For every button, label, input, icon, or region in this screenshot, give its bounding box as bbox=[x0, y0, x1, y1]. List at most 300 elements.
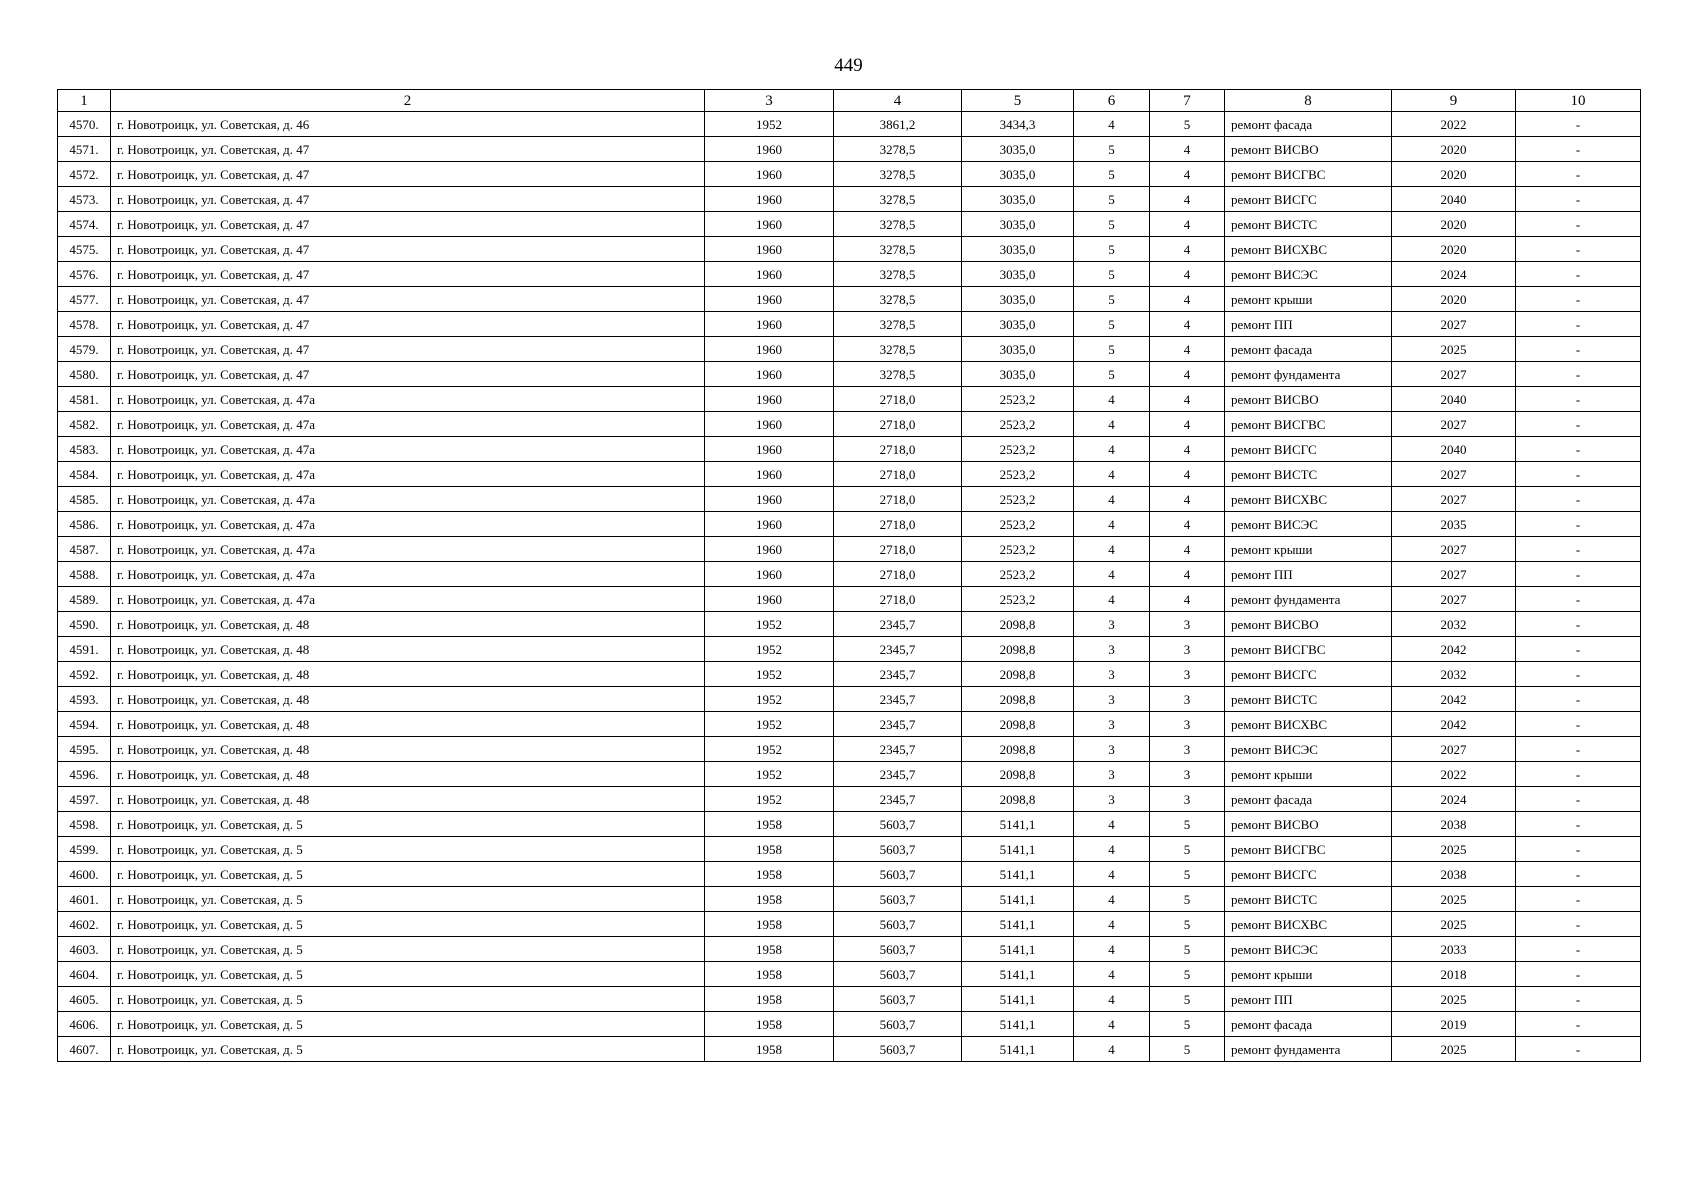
total-area-cell: 2718,0 bbox=[834, 512, 962, 537]
total-area-cell: 5603,7 bbox=[834, 862, 962, 887]
note-cell: - bbox=[1516, 337, 1641, 362]
table-row bbox=[58, 437, 1641, 462]
column-header: 2 bbox=[111, 90, 705, 112]
address-cell: г. Новотроицк, ул. Советская, д. 47 bbox=[111, 262, 705, 287]
column-header: 9 bbox=[1392, 90, 1516, 112]
total-area-cell: 2718,0 bbox=[834, 562, 962, 587]
entrances-cell: 4 bbox=[1150, 387, 1225, 412]
total-area-cell: 2718,0 bbox=[834, 412, 962, 437]
row-number-cell: 4579. bbox=[58, 337, 111, 362]
address-cell: г. Новотроицк, ул. Советская, д. 47 bbox=[111, 237, 705, 262]
row-number-cell: 4592. bbox=[58, 662, 111, 687]
living-area-cell: 5141,1 bbox=[962, 987, 1074, 1012]
living-area-cell: 2523,2 bbox=[962, 462, 1074, 487]
entrances-cell: 4 bbox=[1150, 187, 1225, 212]
total-area-cell: 5603,7 bbox=[834, 837, 962, 862]
planned-year-cell: 2018 bbox=[1392, 962, 1516, 987]
living-area-cell: 5141,1 bbox=[962, 937, 1074, 962]
living-area-cell: 2523,2 bbox=[962, 487, 1074, 512]
entrances-cell: 4 bbox=[1150, 462, 1225, 487]
table-row bbox=[58, 1012, 1641, 1037]
planned-year-cell: 2032 bbox=[1392, 612, 1516, 637]
total-area-cell: 2345,7 bbox=[834, 662, 962, 687]
total-area-cell: 3278,5 bbox=[834, 162, 962, 187]
planned-year-cell: 2042 bbox=[1392, 637, 1516, 662]
entrances-cell: 3 bbox=[1150, 737, 1225, 762]
row-number-cell: 4602. bbox=[58, 912, 111, 937]
year-built-cell: 1960 bbox=[705, 162, 834, 187]
note-cell: - bbox=[1516, 1037, 1641, 1062]
work-type-cell: ремонт ПП bbox=[1225, 562, 1392, 587]
note-cell: - bbox=[1516, 612, 1641, 637]
year-built-cell: 1960 bbox=[705, 312, 834, 337]
registry-table bbox=[57, 89, 1641, 1062]
entrances-cell: 4 bbox=[1150, 162, 1225, 187]
table-row bbox=[58, 687, 1641, 712]
note-cell: - bbox=[1516, 187, 1641, 212]
work-type-cell: ремонт ПП bbox=[1225, 312, 1392, 337]
planned-year-cell: 2038 bbox=[1392, 812, 1516, 837]
note-cell: - bbox=[1516, 587, 1641, 612]
living-area-cell: 2098,8 bbox=[962, 712, 1074, 737]
living-area-cell: 3035,0 bbox=[962, 137, 1074, 162]
work-type-cell: ремонт ВИСЭС bbox=[1225, 512, 1392, 537]
note-cell: - bbox=[1516, 837, 1641, 862]
column-header: 4 bbox=[834, 90, 962, 112]
entrances-cell: 4 bbox=[1150, 412, 1225, 437]
row-number-cell: 4599. bbox=[58, 837, 111, 862]
total-area-cell: 3278,5 bbox=[834, 312, 962, 337]
planned-year-cell: 2020 bbox=[1392, 287, 1516, 312]
note-cell: - bbox=[1516, 937, 1641, 962]
planned-year-cell: 2033 bbox=[1392, 937, 1516, 962]
row-number-cell: 4606. bbox=[58, 1012, 111, 1037]
note-cell: - bbox=[1516, 237, 1641, 262]
living-area-cell: 5141,1 bbox=[962, 887, 1074, 912]
work-type-cell: ремонт ВИСВО bbox=[1225, 137, 1392, 162]
year-built-cell: 1960 bbox=[705, 237, 834, 262]
column-header: 8 bbox=[1225, 90, 1392, 112]
note-cell: - bbox=[1516, 287, 1641, 312]
column-header: 1 bbox=[58, 90, 111, 112]
row-number-cell: 4588. bbox=[58, 562, 111, 587]
table-row bbox=[58, 312, 1641, 337]
entrances-cell: 4 bbox=[1150, 262, 1225, 287]
work-type-cell: ремонт ВИСВО bbox=[1225, 612, 1392, 637]
row-number-cell: 4574. bbox=[58, 212, 111, 237]
entrances-cell: 4 bbox=[1150, 212, 1225, 237]
table-row bbox=[58, 662, 1641, 687]
floors-cell: 4 bbox=[1074, 412, 1150, 437]
work-type-cell: ремонт крыши bbox=[1225, 537, 1392, 562]
planned-year-cell: 2025 bbox=[1392, 837, 1516, 862]
entrances-cell: 3 bbox=[1150, 637, 1225, 662]
year-built-cell: 1958 bbox=[705, 1037, 834, 1062]
work-type-cell: ремонт крыши bbox=[1225, 762, 1392, 787]
year-built-cell: 1960 bbox=[705, 512, 834, 537]
floors-cell: 4 bbox=[1074, 812, 1150, 837]
address-cell: г. Новотроицк, ул. Советская, д. 5 bbox=[111, 962, 705, 987]
work-type-cell: ремонт ВИСХВС bbox=[1225, 712, 1392, 737]
year-built-cell: 1958 bbox=[705, 987, 834, 1012]
work-type-cell: ремонт ПП bbox=[1225, 987, 1392, 1012]
year-built-cell: 1958 bbox=[705, 812, 834, 837]
year-built-cell: 1952 bbox=[705, 612, 834, 637]
year-built-cell: 1960 bbox=[705, 387, 834, 412]
total-area-cell: 2718,0 bbox=[834, 387, 962, 412]
column-header: 3 bbox=[705, 90, 834, 112]
living-area-cell: 3035,0 bbox=[962, 362, 1074, 387]
living-area-cell: 2098,8 bbox=[962, 662, 1074, 687]
entrances-cell: 5 bbox=[1150, 987, 1225, 1012]
table-row bbox=[58, 937, 1641, 962]
year-built-cell: 1952 bbox=[705, 737, 834, 762]
note-cell: - bbox=[1516, 387, 1641, 412]
planned-year-cell: 2025 bbox=[1392, 337, 1516, 362]
floors-cell: 4 bbox=[1074, 937, 1150, 962]
table-row bbox=[58, 112, 1641, 137]
address-cell: г. Новотроицк, ул. Советская, д. 47 bbox=[111, 362, 705, 387]
note-cell: - bbox=[1516, 412, 1641, 437]
work-type-cell: ремонт крыши bbox=[1225, 287, 1392, 312]
work-type-cell: ремонт ВИСВО bbox=[1225, 812, 1392, 837]
total-area-cell: 3278,5 bbox=[834, 337, 962, 362]
total-area-cell: 5603,7 bbox=[834, 962, 962, 987]
year-built-cell: 1958 bbox=[705, 937, 834, 962]
work-type-cell: ремонт ВИСТС bbox=[1225, 687, 1392, 712]
floors-cell: 5 bbox=[1074, 162, 1150, 187]
note-cell: - bbox=[1516, 687, 1641, 712]
table-row bbox=[58, 1037, 1641, 1062]
floors-cell: 4 bbox=[1074, 537, 1150, 562]
column-header: 6 bbox=[1074, 90, 1150, 112]
living-area-cell: 3035,0 bbox=[962, 187, 1074, 212]
page-number: 449 bbox=[834, 55, 863, 76]
row-number-cell: 4577. bbox=[58, 287, 111, 312]
address-cell: г. Новотроицк, ул. Советская, д. 48 bbox=[111, 687, 705, 712]
entrances-cell: 4 bbox=[1150, 437, 1225, 462]
planned-year-cell: 2032 bbox=[1392, 662, 1516, 687]
total-area-cell: 3278,5 bbox=[834, 237, 962, 262]
planned-year-cell: 2027 bbox=[1392, 362, 1516, 387]
table-row bbox=[58, 862, 1641, 887]
entrances-cell: 3 bbox=[1150, 662, 1225, 687]
row-number-cell: 4584. bbox=[58, 462, 111, 487]
row-number-cell: 4585. bbox=[58, 487, 111, 512]
floors-cell: 3 bbox=[1074, 637, 1150, 662]
table-row bbox=[58, 562, 1641, 587]
address-cell: г. Новотроицк, ул. Советская, д. 48 bbox=[111, 637, 705, 662]
row-number-cell: 4591. bbox=[58, 637, 111, 662]
table-row bbox=[58, 187, 1641, 212]
address-cell: г. Новотроицк, ул. Советская, д. 5 bbox=[111, 812, 705, 837]
living-area-cell: 3035,0 bbox=[962, 337, 1074, 362]
table-row bbox=[58, 712, 1641, 737]
planned-year-cell: 2024 bbox=[1392, 787, 1516, 812]
floors-cell: 4 bbox=[1074, 962, 1150, 987]
row-number-cell: 4601. bbox=[58, 887, 111, 912]
planned-year-cell: 2027 bbox=[1392, 412, 1516, 437]
entrances-cell: 4 bbox=[1150, 137, 1225, 162]
year-built-cell: 1960 bbox=[705, 437, 834, 462]
entrances-cell: 4 bbox=[1150, 287, 1225, 312]
entrances-cell: 5 bbox=[1150, 112, 1225, 137]
row-number-cell: 4587. bbox=[58, 537, 111, 562]
note-cell: - bbox=[1516, 437, 1641, 462]
table-row bbox=[58, 637, 1641, 662]
entrances-cell: 5 bbox=[1150, 1037, 1225, 1062]
work-type-cell: ремонт ВИСХВС bbox=[1225, 487, 1392, 512]
floors-cell: 4 bbox=[1074, 437, 1150, 462]
entrances-cell: 4 bbox=[1150, 487, 1225, 512]
planned-year-cell: 2025 bbox=[1392, 912, 1516, 937]
year-built-cell: 1960 bbox=[705, 462, 834, 487]
floors-cell: 4 bbox=[1074, 487, 1150, 512]
living-area-cell: 2523,2 bbox=[962, 512, 1074, 537]
address-cell: г. Новотроицк, ул. Советская, д. 5 bbox=[111, 862, 705, 887]
planned-year-cell: 2027 bbox=[1392, 737, 1516, 762]
column-header: 10 bbox=[1516, 90, 1641, 112]
row-number-cell: 4575. bbox=[58, 237, 111, 262]
floors-cell: 3 bbox=[1074, 737, 1150, 762]
living-area-cell: 2098,8 bbox=[962, 762, 1074, 787]
work-type-cell: ремонт ВИСГВС bbox=[1225, 412, 1392, 437]
row-number-cell: 4578. bbox=[58, 312, 111, 337]
note-cell: - bbox=[1516, 512, 1641, 537]
total-area-cell: 2718,0 bbox=[834, 437, 962, 462]
planned-year-cell: 2022 bbox=[1392, 112, 1516, 137]
note-cell: - bbox=[1516, 787, 1641, 812]
year-built-cell: 1958 bbox=[705, 912, 834, 937]
note-cell: - bbox=[1516, 987, 1641, 1012]
note-cell: - bbox=[1516, 562, 1641, 587]
row-number-cell: 4607. bbox=[58, 1037, 111, 1062]
living-area-cell: 5141,1 bbox=[962, 862, 1074, 887]
total-area-cell: 2718,0 bbox=[834, 537, 962, 562]
table-row bbox=[58, 462, 1641, 487]
year-built-cell: 1952 bbox=[705, 637, 834, 662]
floors-cell: 4 bbox=[1074, 112, 1150, 137]
entrances-cell: 3 bbox=[1150, 712, 1225, 737]
address-cell: г. Новотроицк, ул. Советская, д. 5 bbox=[111, 837, 705, 862]
work-type-cell: ремонт крыши bbox=[1225, 962, 1392, 987]
address-cell: г. Новотроицк, ул. Советская, д. 47 bbox=[111, 337, 705, 362]
note-cell: - bbox=[1516, 887, 1641, 912]
address-cell: г. Новотроицк, ул. Советская, д. 5 bbox=[111, 937, 705, 962]
row-number-cell: 4595. bbox=[58, 737, 111, 762]
total-area-cell: 2345,7 bbox=[834, 737, 962, 762]
total-area-cell: 3278,5 bbox=[834, 137, 962, 162]
address-cell: г. Новотроицк, ул. Советская, д. 47 bbox=[111, 137, 705, 162]
floors-cell: 3 bbox=[1074, 662, 1150, 687]
total-area-cell: 5603,7 bbox=[834, 937, 962, 962]
work-type-cell: ремонт ВИСЭС bbox=[1225, 262, 1392, 287]
table-row bbox=[58, 487, 1641, 512]
note-cell: - bbox=[1516, 137, 1641, 162]
floors-cell: 4 bbox=[1074, 987, 1150, 1012]
work-type-cell: ремонт фасада bbox=[1225, 112, 1392, 137]
work-type-cell: ремонт фасада bbox=[1225, 337, 1392, 362]
table-row bbox=[58, 587, 1641, 612]
entrances-cell: 3 bbox=[1150, 612, 1225, 637]
floors-cell: 5 bbox=[1074, 187, 1150, 212]
living-area-cell: 5141,1 bbox=[962, 812, 1074, 837]
planned-year-cell: 2040 bbox=[1392, 187, 1516, 212]
row-number-cell: 4590. bbox=[58, 612, 111, 637]
total-area-cell: 2345,7 bbox=[834, 762, 962, 787]
year-built-cell: 1958 bbox=[705, 962, 834, 987]
year-built-cell: 1958 bbox=[705, 862, 834, 887]
column-header: 7 bbox=[1150, 90, 1225, 112]
year-built-cell: 1952 bbox=[705, 662, 834, 687]
planned-year-cell: 2020 bbox=[1392, 137, 1516, 162]
work-type-cell: ремонт фундамента bbox=[1225, 1037, 1392, 1062]
entrances-cell: 3 bbox=[1150, 762, 1225, 787]
row-number-cell: 4581. bbox=[58, 387, 111, 412]
table-row bbox=[58, 262, 1641, 287]
address-cell: г. Новотроицк, ул. Советская, д. 5 bbox=[111, 987, 705, 1012]
address-cell: г. Новотроицк, ул. Советская, д. 47 bbox=[111, 212, 705, 237]
address-cell: г. Новотроицк, ул. Советская, д. 47 bbox=[111, 187, 705, 212]
note-cell: - bbox=[1516, 862, 1641, 887]
address-cell: г. Новотроицк, ул. Советская, д. 47а bbox=[111, 387, 705, 412]
year-built-cell: 1960 bbox=[705, 137, 834, 162]
address-cell: г. Новотроицк, ул. Советская, д. 47 bbox=[111, 287, 705, 312]
year-built-cell: 1960 bbox=[705, 537, 834, 562]
note-cell: - bbox=[1516, 537, 1641, 562]
floors-cell: 5 bbox=[1074, 287, 1150, 312]
living-area-cell: 3035,0 bbox=[962, 262, 1074, 287]
living-area-cell: 5141,1 bbox=[962, 1037, 1074, 1062]
floors-cell: 4 bbox=[1074, 562, 1150, 587]
table-row bbox=[58, 887, 1641, 912]
total-area-cell: 3278,5 bbox=[834, 362, 962, 387]
living-area-cell: 2098,8 bbox=[962, 787, 1074, 812]
floors-cell: 3 bbox=[1074, 687, 1150, 712]
floors-cell: 4 bbox=[1074, 1012, 1150, 1037]
floors-cell: 5 bbox=[1074, 362, 1150, 387]
header-row bbox=[58, 90, 1641, 112]
year-built-cell: 1952 bbox=[705, 112, 834, 137]
work-type-cell: ремонт ВИСХВС bbox=[1225, 912, 1392, 937]
address-cell: г. Новотроицк, ул. Советская, д. 47а bbox=[111, 512, 705, 537]
planned-year-cell: 2020 bbox=[1392, 237, 1516, 262]
floors-cell: 4 bbox=[1074, 462, 1150, 487]
year-built-cell: 1960 bbox=[705, 487, 834, 512]
address-cell: г. Новотроицк, ул. Советская, д. 48 bbox=[111, 712, 705, 737]
floors-cell: 5 bbox=[1074, 212, 1150, 237]
address-cell: г. Новотроицк, ул. Советская, д. 5 bbox=[111, 912, 705, 937]
work-type-cell: ремонт ВИСЭС bbox=[1225, 737, 1392, 762]
living-area-cell: 2098,8 bbox=[962, 612, 1074, 637]
row-number-cell: 4600. bbox=[58, 862, 111, 887]
year-built-cell: 1960 bbox=[705, 362, 834, 387]
address-cell: г. Новотроицк, ул. Советская, д. 47а bbox=[111, 537, 705, 562]
floors-cell: 4 bbox=[1074, 837, 1150, 862]
planned-year-cell: 2025 bbox=[1392, 987, 1516, 1012]
living-area-cell: 5141,1 bbox=[962, 837, 1074, 862]
living-area-cell: 3035,0 bbox=[962, 162, 1074, 187]
living-area-cell: 3035,0 bbox=[962, 312, 1074, 337]
work-type-cell: ремонт ВИСХВС bbox=[1225, 237, 1392, 262]
table-row bbox=[58, 612, 1641, 637]
note-cell: - bbox=[1516, 362, 1641, 387]
floors-cell: 4 bbox=[1074, 512, 1150, 537]
floors-cell: 4 bbox=[1074, 387, 1150, 412]
row-number-cell: 4594. bbox=[58, 712, 111, 737]
address-cell: г. Новотроицк, ул. Советская, д. 48 bbox=[111, 612, 705, 637]
row-number-cell: 4593. bbox=[58, 687, 111, 712]
work-type-cell: ремонт ВИСВО bbox=[1225, 387, 1392, 412]
living-area-cell: 3035,0 bbox=[962, 237, 1074, 262]
year-built-cell: 1960 bbox=[705, 287, 834, 312]
row-number-cell: 4582. bbox=[58, 412, 111, 437]
total-area-cell: 3278,5 bbox=[834, 287, 962, 312]
living-area-cell: 5141,1 bbox=[962, 1012, 1074, 1037]
table-row bbox=[58, 412, 1641, 437]
planned-year-cell: 2042 bbox=[1392, 712, 1516, 737]
address-cell: г. Новотроицк, ул. Советская, д. 47 bbox=[111, 162, 705, 187]
table-row bbox=[58, 137, 1641, 162]
row-number-cell: 4596. bbox=[58, 762, 111, 787]
table-row bbox=[58, 237, 1641, 262]
work-type-cell: ремонт ВИСГВС bbox=[1225, 637, 1392, 662]
work-type-cell: ремонт ВИСТС bbox=[1225, 462, 1392, 487]
floors-cell: 5 bbox=[1074, 312, 1150, 337]
living-area-cell: 2523,2 bbox=[962, 437, 1074, 462]
entrances-cell: 5 bbox=[1150, 912, 1225, 937]
note-cell: - bbox=[1516, 962, 1641, 987]
living-area-cell: 5141,1 bbox=[962, 962, 1074, 987]
column-header: 5 bbox=[962, 90, 1074, 112]
living-area-cell: 3035,0 bbox=[962, 287, 1074, 312]
total-area-cell: 2345,7 bbox=[834, 612, 962, 637]
living-area-cell: 2098,8 bbox=[962, 637, 1074, 662]
total-area-cell: 5603,7 bbox=[834, 912, 962, 937]
total-area-cell: 2345,7 bbox=[834, 637, 962, 662]
row-number-cell: 4604. bbox=[58, 962, 111, 987]
year-built-cell: 1958 bbox=[705, 837, 834, 862]
work-type-cell: ремонт ВИСТС bbox=[1225, 212, 1392, 237]
table-row bbox=[58, 212, 1641, 237]
planned-year-cell: 2042 bbox=[1392, 687, 1516, 712]
address-cell: г. Новотроицк, ул. Советская, д. 48 bbox=[111, 787, 705, 812]
entrances-cell: 3 bbox=[1150, 687, 1225, 712]
row-number-cell: 4572. bbox=[58, 162, 111, 187]
floors-cell: 4 bbox=[1074, 912, 1150, 937]
table-row bbox=[58, 987, 1641, 1012]
address-cell: г. Новотроицк, ул. Советская, д. 48 bbox=[111, 762, 705, 787]
work-type-cell: ремонт ВИСГВС bbox=[1225, 162, 1392, 187]
total-area-cell: 5603,7 bbox=[834, 987, 962, 1012]
year-built-cell: 1960 bbox=[705, 562, 834, 587]
note-cell: - bbox=[1516, 712, 1641, 737]
year-built-cell: 1952 bbox=[705, 687, 834, 712]
work-type-cell: ремонт фасада bbox=[1225, 1012, 1392, 1037]
planned-year-cell: 2027 bbox=[1392, 312, 1516, 337]
total-area-cell: 2345,7 bbox=[834, 787, 962, 812]
note-cell: - bbox=[1516, 737, 1641, 762]
note-cell: - bbox=[1516, 212, 1641, 237]
note-cell: - bbox=[1516, 462, 1641, 487]
planned-year-cell: 2027 bbox=[1392, 562, 1516, 587]
table-row bbox=[58, 812, 1641, 837]
year-built-cell: 1960 bbox=[705, 262, 834, 287]
table-row bbox=[58, 512, 1641, 537]
year-built-cell: 1958 bbox=[705, 1012, 834, 1037]
address-cell: г. Новотроицк, ул. Советская, д. 5 bbox=[111, 1037, 705, 1062]
row-number-cell: 4603. bbox=[58, 937, 111, 962]
